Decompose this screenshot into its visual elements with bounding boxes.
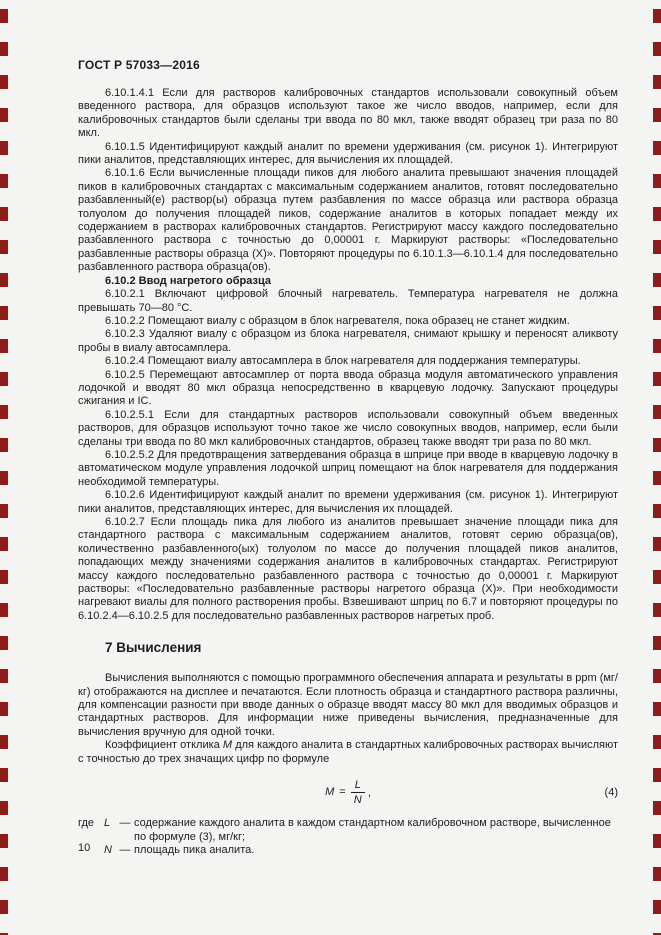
paragraph-6-10-2-4: 6.10.2.4 Помещают виалу автосамплера в блок нагревателя для поддержания температуры. bbox=[105, 355, 581, 368]
paragraph-6-10-2-1: 6.10.2.1 Включают цифровой блочный нагреватель. Температура нагревателя не должна превышать 70—80 °С. bbox=[78, 288, 618, 314]
paragraph-6-10-2-7: 6.10.2.7 Если площадь пика для любого из аналитов превышает значение площади пика для стандартного раствора с максимальным содержанием аналитов, готовят серию образца(ов), количественно разбавленного(ых) толуолом по массе до получения площадей пиков аналитов, попадающих между значениями содержания аналитов в калибровочных стандартах. Регистрируют массу каждого последовательно разбавленного раствора с точностью до 0,00001 г. Маркируют растворы: «Последовательно разбавленные растворы нагретого образца (X)». При необходимости нагревают виалы для полного растворения пробы. Взвешивают шприц по 6.7 и повторяют процедуры по 6.10.2.4—6.10.2.5 для последовательно разбавленных растворов нагретых проб. bbox=[78, 516, 618, 622]
legend-row-N bbox=[78, 844, 618, 857]
formula-4 bbox=[78, 779, 618, 806]
paragraph-6-10-2-6: 6.10.2.6 Идентифицируют каждый аналит по времени удерживания (см. рисунок 1). Интегрируют пики аналитов, представляющих интерес, для вычисления их площадей. bbox=[78, 489, 618, 515]
paragraph-response-factor bbox=[78, 739, 618, 766]
response-factor-variable: M bbox=[222, 739, 233, 752]
equation-number: (4) bbox=[604, 785, 618, 798]
legend-text-L: содержание каждого аналита в каждом стандартном калибровочном растворе, вычисленное по формуле (3), мг/кг; bbox=[134, 817, 611, 843]
paragraph-6-10-1-4-1: 6.10.1.4.1 Если для растворов калибровочных стандартов использовали совокупный объем введенного раствора, для образцов используют такое же число вводов, например, если для калибровочных стандартов были сделаны три ввода по 80 мкл, также вводят образец три раза по 80 мкл. bbox=[78, 87, 618, 140]
response-factor-rest: для каждого аналита в стандартных калибровочных растворах вычисляют с точностью до трех значащих цифр по формуле bbox=[78, 739, 619, 765]
paragraph-6-10-2-5-2: 6.10.2.5.2 Для предотвращения затвердевания образца в шприце при вводе в кварцевую лодочку в автоматическом модуле управления лодочкой шприц помещают на блок нагревателя для поддержания необходимой температуры. bbox=[78, 448, 618, 488]
formula-fraction bbox=[351, 779, 365, 806]
paragraph-6-10-2-5-1: 6.10.2.5.1 Если для стандартных растворов использовали совокупный объем введенных растворов, для образцов используют точно такое же число совокупных вводов, например, если были сделаны три ввода по 80 мкл калибровочных стандартов, образец также вводят три раза по 80 мкл. bbox=[78, 408, 618, 448]
paragraph-6-10-1-5: 6.10.1.5 Идентифицируют каждый аналит по времени удерживания (см. рисунок 1). Интегрируют пики аналитов, представляющих интерес, для вычисления их площадей. bbox=[78, 140, 618, 167]
paragraph-calculations-intro: Вычисления выполняются с помощью программного обеспечения аппарата и результаты в ppm (мг/кг) отображаются на дисплее и печатаются. Если плотность образца и стандартного раствора различны, для компенсации разности при вводе данных о образце вводят массу 80 мкл для вводимых образцов и стандартных растворов. Для информации ниже приведены вычисления, предназначенные для вычисления вручную для одной точки. bbox=[78, 672, 618, 738]
formula-lhs: M bbox=[325, 785, 335, 798]
formula-comma: , bbox=[367, 786, 371, 799]
section-7-heading: 7 Вычисления bbox=[105, 640, 202, 656]
formula-numerator: L bbox=[351, 779, 365, 793]
legend-variable-N: N bbox=[104, 843, 112, 856]
copy-protection-marks-left bbox=[0, 0, 8, 935]
text-column bbox=[78, 87, 618, 857]
document-header: ГОСТ Р 57033—2016 bbox=[78, 58, 200, 72]
formula-denominator: N bbox=[353, 794, 362, 807]
paragraph-6-10-2-5: 6.10.2.5 Перемещают автосамплер от порта ввода образца модуля автоматического управления лодочкой и вводят 80 мкл образца непосредственно в кварцевую лодочку. Запускают процедуры сжигания и IC. bbox=[78, 368, 618, 408]
paragraph-6-10-2-3: 6.10.2.3 Удаляют виалу с образцом из блока нагревателя, снимают крышку и переносят аликвоту пробы в виалу автосамплера. bbox=[78, 328, 618, 354]
legend-variable-L: L bbox=[104, 817, 111, 830]
page-number: 10 bbox=[78, 842, 91, 854]
copy-protection-marks-right bbox=[653, 0, 661, 935]
subheading-6-10-2: 6.10.2 Ввод нагретого образца bbox=[105, 274, 271, 287]
paragraph-6-10-2-2: 6.10.2.2 Помещают виалу с образцом в блок нагревателя, пока образец не станет жидким. bbox=[105, 314, 570, 327]
response-factor-lead: Коэффициент отклика bbox=[105, 739, 220, 752]
legend-dash: — bbox=[119, 817, 131, 830]
formula-legend bbox=[78, 817, 618, 857]
paragraph-6-10-1-6: 6.10.1.6 Если вычисленные площади пиков для любого аналита превышают значения площадей пиков в калибровочных стандартах с максимальным содержанием аналитов, готовят последовательно разбавленный(е) раствор(ы) образца путем разбавления по массе образца или раствора образца толуолом до получения площадей пиков, содержание аналитов в которых попадает между их содержанием в растворах калибровочных стандартов. Регистрируют массу каждого последовательно разбавленного раствора с точностью до 0,00001 г. Маркируют растворы: «Последовательно разбавленные растворы образца (X)». Повторяют процедуры по 6.10.1.3—6.10.1.4 для последовательно разбавленного раствора образца(ов). bbox=[78, 167, 618, 274]
legend-dash: — bbox=[119, 843, 131, 856]
formula-equals-sign: = bbox=[339, 785, 346, 798]
legend-row-L bbox=[78, 817, 618, 844]
legend-text-N: площадь пика аналита. bbox=[134, 843, 255, 856]
legend-where-label: где bbox=[78, 817, 95, 830]
